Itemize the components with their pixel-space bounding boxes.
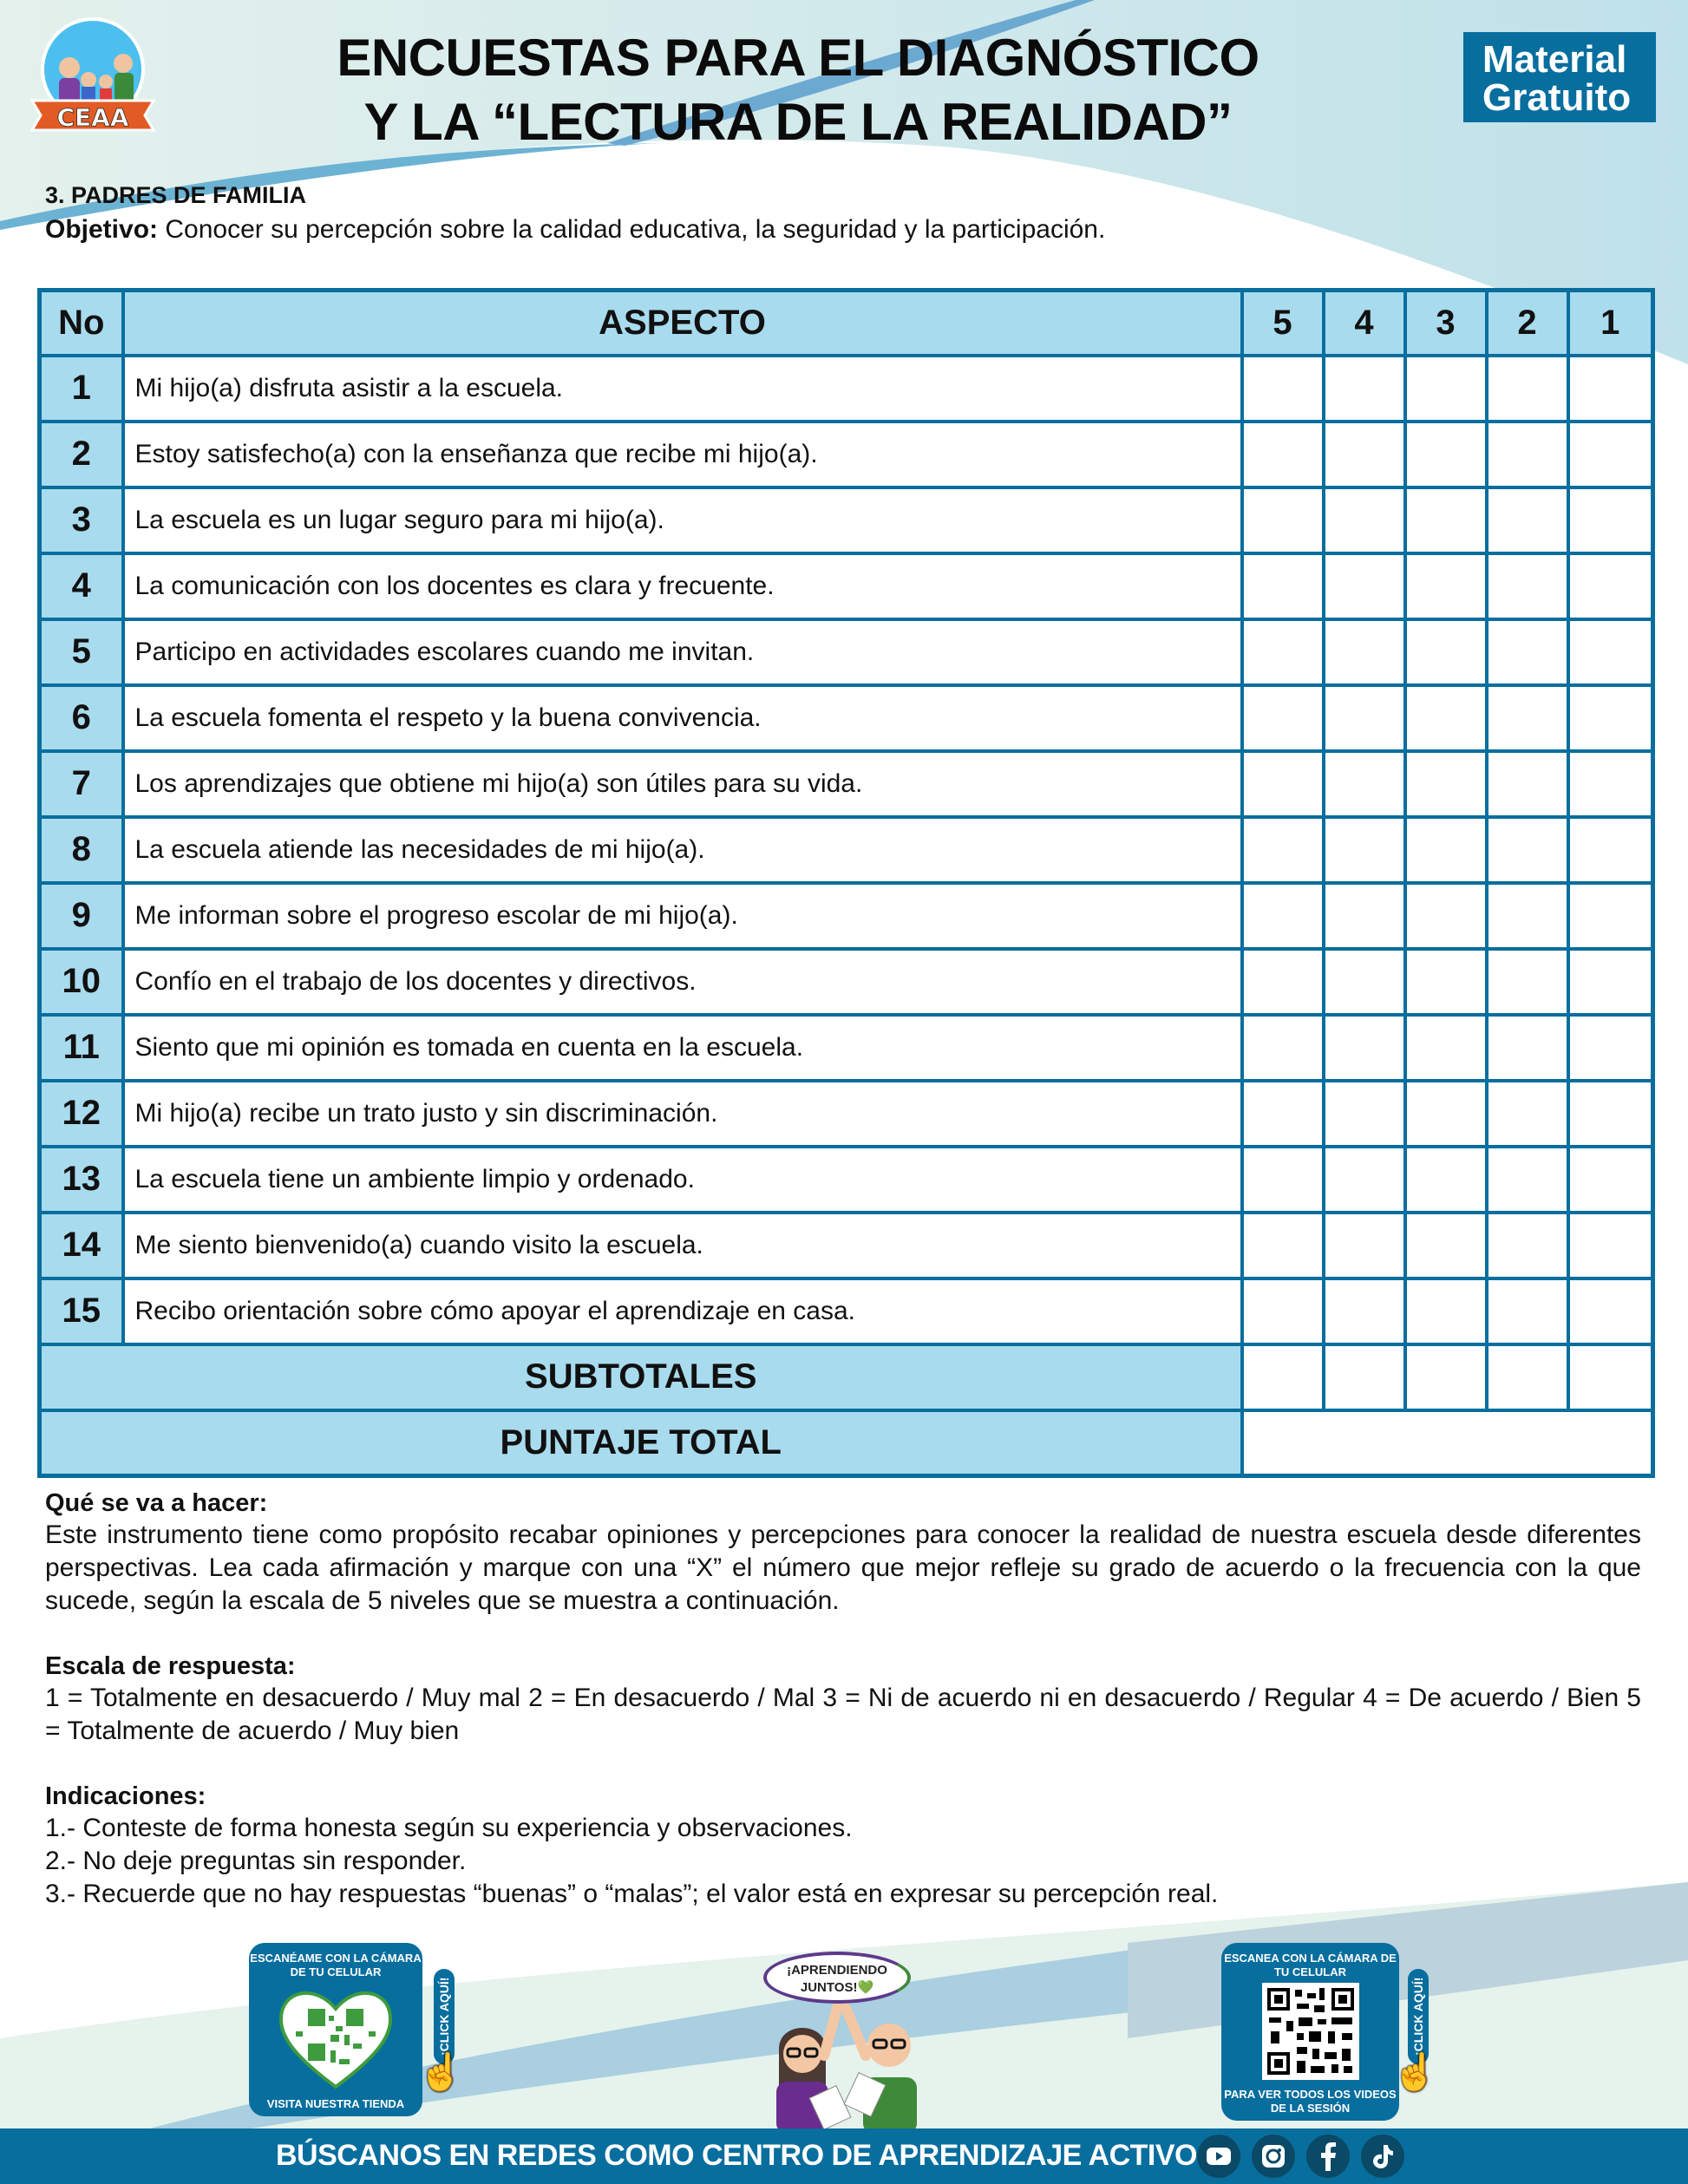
teachers-illustration [755, 2004, 937, 2134]
row-number: 5 [40, 619, 123, 685]
rating-cell-2[interactable] [1487, 1278, 1568, 1344]
ceaa-logo [28, 16, 158, 146]
header-scale-1: 1 [1568, 291, 1653, 356]
row-number: 6 [40, 685, 123, 751]
rating-cell-4[interactable] [1324, 1081, 1405, 1147]
rating-cell-4[interactable] [1324, 949, 1405, 1015]
rating-cell-1[interactable] [1568, 1213, 1653, 1278]
rating-cell-2[interactable] [1487, 685, 1568, 751]
videos-qr-card[interactable] [1221, 1943, 1399, 2121]
table-row [40, 949, 1653, 1015]
click-here-button-left[interactable]: ¡CLICK AQUÍ! [434, 1969, 455, 2064]
table-row [40, 883, 1653, 949]
total-row [40, 1410, 1653, 1476]
rating-cell-5[interactable] [1242, 422, 1324, 487]
table-row [40, 1081, 1653, 1147]
rating-cell-3[interactable] [1405, 1081, 1487, 1147]
instructions [45, 1488, 1641, 1911]
rating-cell-1[interactable] [1568, 422, 1653, 487]
rating-cell-2[interactable] [1487, 1147, 1568, 1213]
row-number: 9 [40, 883, 123, 949]
logo-graphic [28, 16, 158, 146]
indications-heading: Indicaciones: [45, 1782, 206, 1810]
aspect-text: La comunicación con los docentes es clara y frecuente. [123, 553, 1242, 619]
rating-cell-4[interactable] [1324, 553, 1405, 619]
rating-cell-1[interactable] [1568, 1015, 1653, 1081]
rating-cell-2[interactable] [1487, 883, 1568, 949]
rating-cell-3[interactable] [1405, 1015, 1487, 1081]
rating-cell-1[interactable] [1568, 685, 1653, 751]
rating-cell-4[interactable] [1324, 751, 1405, 817]
rating-cell-3[interactable] [1405, 487, 1487, 553]
rating-cell-1[interactable] [1568, 553, 1653, 619]
survey-table [37, 288, 1655, 1478]
row-number: 13 [40, 1147, 123, 1213]
rating-cell-3[interactable] [1405, 883, 1487, 949]
rating-cell-3[interactable] [1405, 619, 1487, 685]
table-row [40, 1147, 1653, 1213]
rating-cell-2[interactable] [1487, 553, 1568, 619]
rating-cell-1[interactable] [1568, 751, 1653, 817]
rating-cell-4[interactable] [1324, 1278, 1405, 1344]
rating-cell-5[interactable] [1242, 949, 1324, 1015]
table-row [40, 487, 1653, 553]
table-row [40, 1278, 1653, 1344]
what-text: Este instrumento tiene como propósito recabar opiniones y percepciones para conocer la realidad de nuestra escuela desde diferentes perspectivas. Lea cada afirmación y marque con una “X” el número que mejor refleje su grado de acuerdo o la frecuencia con la que sucede, según la escala de 5 niveles que se muestra a continuación. [45, 1520, 1641, 1615]
rating-cell-5[interactable] [1242, 1081, 1324, 1147]
subtotal-cell-4[interactable] [1324, 1344, 1405, 1410]
rating-cell-3[interactable] [1405, 553, 1487, 619]
aspect-text: Recibo orientación sobre cómo apoyar el aprendizaje en casa. [123, 1278, 1242, 1344]
tiktok-icon[interactable] [1361, 2135, 1404, 2178]
aspect-text: Confío en el trabajo de los docentes y directivos. [123, 949, 1242, 1015]
table-row [40, 422, 1653, 487]
rating-cell-4[interactable] [1324, 1147, 1405, 1213]
header-scale-5: 5 [1242, 291, 1324, 356]
rating-cell-2[interactable] [1487, 487, 1568, 553]
store-qr-card[interactable] [249, 1943, 422, 2116]
rating-cell-4[interactable] [1324, 619, 1405, 685]
rating-cell-1[interactable] [1568, 487, 1653, 553]
rating-cell-4[interactable] [1324, 356, 1405, 422]
aspect-text: La escuela atiende las necesidades de mi hijo(a). [123, 817, 1242, 883]
page-title [286, 26, 1310, 154]
rating-cell-5[interactable] [1242, 619, 1324, 685]
rating-cell-5[interactable] [1242, 1278, 1324, 1344]
rating-cell-5[interactable] [1242, 751, 1324, 817]
rating-cell-1[interactable] [1568, 1081, 1653, 1147]
rating-cell-4[interactable] [1324, 883, 1405, 949]
header-aspect: ASPECTO [123, 291, 1242, 356]
table-row [40, 751, 1653, 817]
pointing-hand-icon: ☝ [418, 2051, 464, 2092]
social-bar-text: BÚSCANOS EN REDES COMO CENTRO DE APRENDIZAJE ACTIVO [276, 2139, 1197, 2172]
rating-cell-4[interactable] [1324, 817, 1405, 883]
aspect-text: Participo en actividades escolares cuando me invitan. [123, 619, 1242, 685]
rating-cell-1[interactable] [1568, 817, 1653, 883]
badge-line-2: Gratuito [1482, 76, 1632, 119]
header-no: No [40, 291, 123, 356]
aspect-text: La escuela tiene un ambiente limpio y ordenado. [123, 1147, 1242, 1213]
what-heading: Qué se va a hacer: [45, 1489, 268, 1517]
subtotal-cell-1[interactable] [1568, 1344, 1653, 1410]
heart-qr-code-icon [275, 1981, 396, 2089]
table-row [40, 817, 1653, 883]
rating-cell-5[interactable] [1242, 883, 1324, 949]
table-row [40, 1015, 1653, 1081]
rating-cell-1[interactable] [1568, 1147, 1653, 1213]
instagram-icon[interactable] [1252, 2135, 1295, 2178]
aspect-text: Me informan sobre el progreso escolar de mi hijo(a). [123, 883, 1242, 949]
rating-cell-3[interactable] [1405, 1213, 1487, 1278]
aspect-text: Siento que mi opinión es tomada en cuenta en la escuela. [123, 1015, 1242, 1081]
free-material-badge [1463, 32, 1656, 122]
store-qr-caption: ESCANÉAME CON LA CÁMARA DE TU CELULAR [250, 1952, 422, 1978]
videos-qr-caption: ESCANEA CON LA CÁMARA DE TU CELULAR [1224, 1952, 1397, 1978]
rating-cell-4[interactable] [1324, 685, 1405, 751]
aspect-text: Mi hijo(a) recibe un trato justo y sin discriminación. [123, 1081, 1242, 1147]
videos-qr-bottom: PARA VER TODOS LOS VIDEOS DE LA SESIÓN [1224, 2088, 1397, 2115]
rating-cell-2[interactable] [1487, 356, 1568, 422]
rating-cell-5[interactable] [1242, 1147, 1324, 1213]
rating-cell-2[interactable] [1487, 949, 1568, 1015]
header-scale-4: 4 [1324, 291, 1405, 356]
rating-cell-3[interactable] [1405, 1278, 1487, 1344]
rating-cell-1[interactable] [1568, 949, 1653, 1015]
subtotal-cell-5[interactable] [1242, 1344, 1324, 1410]
row-number: 15 [40, 1278, 123, 1344]
header-scale-3: 3 [1405, 291, 1487, 356]
rating-cell-4[interactable] [1324, 1213, 1405, 1278]
indication-item: 1.- Conteste de forma honesta según su experiencia y observaciones. [45, 1814, 853, 1842]
table-header-row [40, 291, 1653, 356]
rating-cell-5[interactable] [1242, 1213, 1324, 1278]
aspect-text: La escuela es un lugar seguro para mi hijo(a). [123, 487, 1242, 553]
aspect-text: Me siento bienvenido(a) cuando visito la escuela. [123, 1213, 1242, 1278]
pointing-hand-icon: ☝ [1392, 2051, 1438, 2092]
logo-text: CEAA [56, 103, 129, 132]
row-number: 10 [40, 949, 123, 1015]
rating-cell-4[interactable] [1324, 422, 1405, 487]
table-row [40, 553, 1653, 619]
row-number: 2 [40, 422, 123, 487]
table-row [40, 1213, 1653, 1278]
objective-text: Conocer su percepción sobre la calidad educativa, la seguridad y la participación. [158, 215, 1106, 244]
row-number: 4 [40, 553, 123, 619]
rating-cell-4[interactable] [1324, 487, 1405, 553]
aspect-text: Estoy satisfecho(a) con la enseñanza que recibe mi hijo(a). [123, 422, 1242, 487]
speech-bubble: ¡APRENDIENDO JUNTOS!💚 [763, 1952, 911, 2004]
rating-cell-3[interactable] [1405, 356, 1487, 422]
rating-cell-2[interactable] [1487, 751, 1568, 817]
rating-cell-5[interactable] [1242, 685, 1324, 751]
row-number: 7 [40, 751, 123, 817]
rating-cell-5[interactable] [1242, 817, 1324, 883]
qr-code-icon [1262, 1983, 1359, 2080]
rating-cell-5[interactable] [1242, 1015, 1324, 1081]
table-row [40, 619, 1653, 685]
rating-cell-4[interactable] [1324, 1015, 1405, 1081]
rating-cell-5[interactable] [1242, 487, 1324, 553]
row-number: 12 [40, 1081, 123, 1147]
rating-cell-3[interactable] [1405, 685, 1487, 751]
row-number: 8 [40, 817, 123, 883]
facebook-icon[interactable] [1306, 2135, 1350, 2178]
click-here-button-right[interactable]: ¡CLICK AQUÍ! [1408, 1969, 1429, 2064]
rating-cell-3[interactable] [1405, 422, 1487, 487]
rating-cell-3[interactable] [1405, 751, 1487, 817]
objective-label: Objetivo: [45, 215, 159, 244]
title-line-2: Y LA “LECTURA DE LA REALIDAD” [363, 93, 1233, 151]
indication-item: 2.- No deje preguntas sin responder. [45, 1847, 467, 1875]
title-line-1: ENCUESTAS PARA EL DIAGNÓSTICO [337, 29, 1259, 87]
rating-cell-2[interactable] [1487, 619, 1568, 685]
aspect-text: La escuela fomenta el respeto y la buena convivencia. [123, 685, 1242, 751]
rating-cell-1[interactable] [1568, 356, 1653, 422]
subtotal-cell-3[interactable] [1405, 1344, 1487, 1410]
rating-cell-1[interactable] [1568, 883, 1653, 949]
youtube-icon[interactable] [1197, 2135, 1240, 2178]
rating-cell-1[interactable] [1568, 1278, 1653, 1344]
rating-cell-2[interactable] [1487, 1081, 1568, 1147]
aspect-text: Los aprendizajes que obtiene mi hijo(a) son útiles para su vida. [123, 751, 1242, 817]
rating-cell-2[interactable] [1487, 1015, 1568, 1081]
table-row [40, 685, 1653, 751]
rating-cell-2[interactable] [1487, 1213, 1568, 1278]
rating-cell-5[interactable] [1242, 356, 1324, 422]
rating-cell-3[interactable] [1405, 949, 1487, 1015]
subtotals-label: SUBTOTALES [40, 1344, 1242, 1410]
row-number: 3 [40, 487, 123, 553]
header-scale-2: 2 [1487, 291, 1568, 356]
total-label: PUNTAJE TOTAL [40, 1410, 1242, 1476]
row-number: 14 [40, 1213, 123, 1278]
rating-cell-3[interactable] [1405, 817, 1487, 883]
indication-item: 3.- Recuerde que no hay respuestas “buenas” o “malas”; el valor está en expresar su percepción real. [45, 1880, 1219, 1908]
subtotal-cell-2[interactable] [1487, 1344, 1568, 1410]
badge-line-1: Material [1482, 38, 1627, 81]
aspect-text: Mi hijo(a) disfruta asistir a la escuela. [123, 356, 1242, 422]
objective [45, 215, 1105, 245]
row-number: 11 [40, 1015, 123, 1081]
scale-text: 1 = Totalmente en desacuerdo / Muy mal 2 = En desacuerdo / Mal 3 = Ni de acuerdo ni en desacuerdo / Regular 4 = De acuerdo / Bien 5 = Totalmente de acuerdo / Muy bien [45, 1684, 1641, 1745]
store-qr-bottom: VISITA NUESTRA TIENDA [266, 2097, 405, 2110]
subtotals-row [40, 1344, 1653, 1410]
row-number: 1 [40, 356, 123, 422]
rating-cell-5[interactable] [1242, 553, 1324, 619]
rating-cell-1[interactable] [1568, 619, 1653, 685]
total-score-cell[interactable] [1242, 1410, 1653, 1476]
table-row [40, 356, 1653, 422]
scale-heading: Escala de respuesta: [45, 1652, 296, 1680]
rating-cell-2[interactable] [1487, 817, 1568, 883]
rating-cell-3[interactable] [1405, 1147, 1487, 1213]
rating-cell-2[interactable] [1487, 422, 1568, 487]
section-heading: 3. PADRES DE FAMILIA [45, 182, 307, 208]
